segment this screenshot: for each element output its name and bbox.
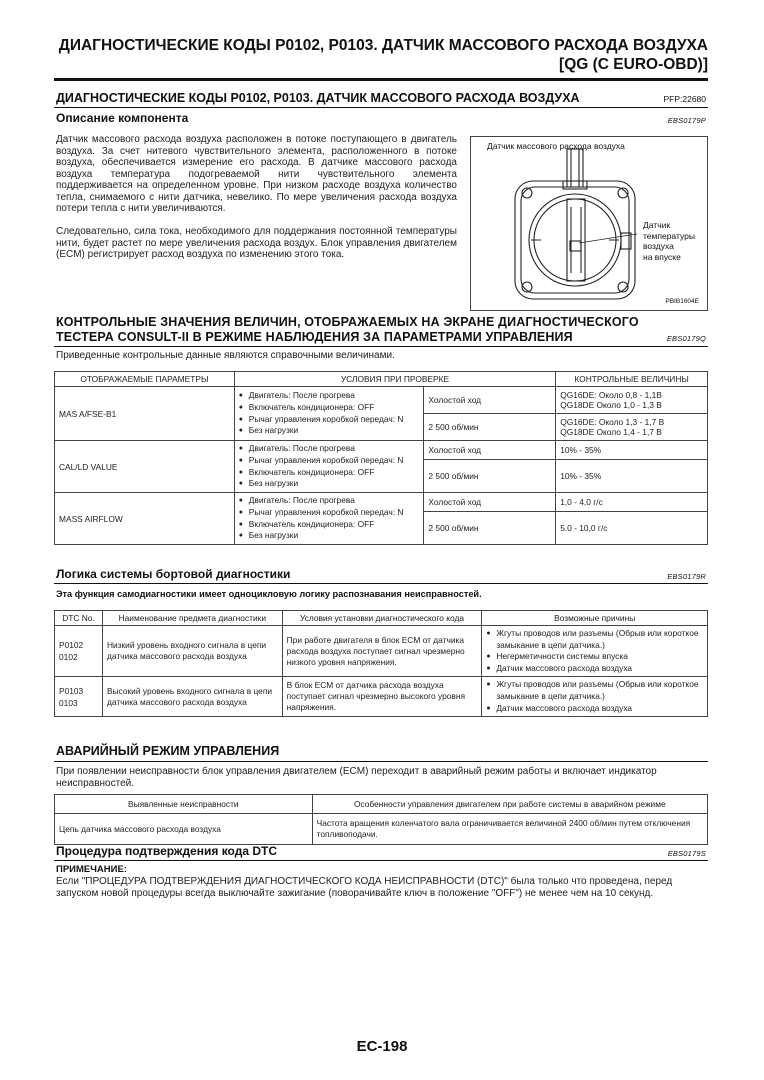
section4-para: При появлении неисправности блок управления двигателем (ECM) переходит в аварийный режим работы и включает индикатор неисправностей.	[56, 766, 657, 789]
condition-item: ● Без нагрузки	[239, 530, 420, 542]
label-line3: воздуха	[643, 241, 674, 251]
monitor-values-table	[54, 371, 708, 545]
fail-safe-cell: Частота вращения коленчатого вала ограничивается величиной 2400 об/мин путем отключения топливоподачи.	[312, 814, 707, 845]
param-cell: CAL/LD VALUE	[55, 441, 235, 493]
causes-cell	[482, 677, 708, 717]
table-header-row	[55, 611, 708, 626]
section3-code: EBS0179R	[667, 572, 706, 581]
condition-item: ● Рычаг управления коробкой передач: N	[239, 507, 420, 519]
dtc-code-alt: 0103	[59, 697, 78, 708]
table-row	[55, 441, 708, 460]
subcondition-cell: Холостой ход	[424, 387, 556, 414]
col-header-values: КОНТРОЛЬНЫЕ ВЕЛИЧИНЫ	[556, 372, 708, 387]
pfp-code: PFP:22680	[663, 94, 706, 104]
conditions-cell	[234, 387, 424, 441]
conditions-cell	[234, 441, 424, 493]
col-header-condition: Условия установки диагностического кода	[282, 611, 482, 626]
dtc-cell	[55, 626, 103, 677]
subcondition-cell: Холостой ход	[424, 441, 556, 460]
dtc-cell	[55, 677, 103, 717]
dtc-code-alt: 0102	[59, 652, 78, 663]
component-description-heading: Описание компонента	[56, 111, 189, 125]
condition-item: ● Без нагрузки	[239, 425, 420, 437]
value-cell: 10% - 35%	[556, 460, 708, 493]
condition-item: ● Двигатель: После прогрева	[239, 390, 420, 402]
subcondition-cell: 2 500 об/мин	[424, 512, 556, 545]
intake-air-temp-sensor-label	[643, 220, 695, 262]
param-cell: MASS AIRFLOW	[55, 493, 235, 545]
page-number: EC-198	[356, 1038, 408, 1055]
fail-safe-table	[54, 794, 708, 845]
dtc-code: P0103	[59, 685, 84, 696]
value-cell: 1,0 - 4,0 г/с	[556, 493, 708, 512]
figure-ref: PBIB1604E	[665, 298, 699, 305]
value-cell	[556, 414, 708, 441]
section2-heading-line1: КОНТРОЛЬНЫЕ ЗНАЧЕНИЯ ВЕЛИЧИН, ОТОБРАЖАЕМЫХ НА ЭКРАНЕ ДИАГНОСТИЧЕСКОГО	[56, 315, 639, 329]
value-line: QG18DE Около 1,4 - 1,7 В	[560, 427, 662, 437]
section3-note: Эта функция самодиагностики имеет одноцикловую логику распознавания неисправностей.	[56, 589, 482, 599]
cause-item: ● Датчик массового расхода воздуха	[486, 663, 703, 675]
subcondition-cell: Холостой ход	[424, 493, 556, 512]
section1-heading: ДИАГНОСТИЧЕСКИЕ КОДЫ P0102, P0103. ДАТЧИК МАССОВОГО РАСХОДА ВОЗДУХА	[56, 91, 580, 105]
subcondition-cell: 2 500 об/мин	[424, 460, 556, 493]
note-text: Если "ПРОЦЕДУРА ПОДТВЕРЖДЕНИЯ ДИАГНОСТИЧЕСКОГО КОДА НЕИСПРАВНОСТИ (DTC)" была только что проведена, перед запуском новой процедуры всегда выключайте зажигание (поворачивайте ключ в положение "OFF") не менее чем на 10 секунд.	[56, 876, 673, 899]
col-header-conditions: УСЛОВИЯ ПРИ ПРОВЕРКЕ	[234, 372, 555, 387]
maf-sensor-figure	[470, 136, 708, 311]
dtc-logic-table	[54, 610, 708, 717]
table-row	[55, 814, 708, 845]
cause-item: ● Жгуты проводов или разъемы (Обрыв или короткое замыкание в цепи датчика.)	[486, 679, 703, 702]
condition-cell: При работе двигателя в блок ECM от датчика расхода воздуха поступает сигнал чрезмерно низкого уровня напряжения.	[282, 626, 482, 677]
value-cell: 5.0 - 10,0 г/с	[556, 512, 708, 545]
cause-item: ● Жгуты проводов или разъемы (Обрыв или короткое замыкание в цепи датчика.)	[486, 628, 703, 651]
item-cell: Высокий уровень входного сигнала в цепи датчика массового расхода воздуха	[102, 677, 282, 717]
section2-heading-line2: ТЕСТЕРА CONSULT-II В РЕЖИМЕ НАБЛЮДЕНИЯ ЗА ПАРАМЕТРАМИ УПРАВЛЕНИЯ	[56, 330, 573, 344]
value-line: QG16DE: Около 1,3 - 1,7 В	[560, 417, 665, 427]
page-title-line1: ДИАГНОСТИЧЕСКИЕ КОДЫ P0102, P0103. ДАТЧИК МАССОВОГО РАСХОДА ВОЗДУХА	[58, 37, 708, 54]
component-description-para1: Датчик массового расхода воздуха расположен в потоке поступающего в двигатель воздуха. За счет нитевого чувствительного элемента, расположенного в потоке воздуха, обеспечивается измерение его расхода. В датчике массового расхода воздуха температура подогреваемой нити чувствительного элемента поддерживается на определенном уровне. При низком расходе воздуха количество тепла, снимаемого с нити датчика, невелико. По мере увеличения расхода воздуха потери тепла с нити увеличиваются.	[56, 134, 457, 214]
condition-item: ● Включатель кондиционера: OFF	[239, 519, 420, 531]
table-row	[55, 493, 708, 512]
col-header-item: Наименование предмета диагностики	[102, 611, 282, 626]
value-line: QG18DE Около 1,0 - 1,3 В	[560, 400, 662, 410]
table-header-row	[55, 795, 708, 814]
table-row	[55, 677, 708, 717]
col-header-fail-safe: Особенности управления двигателем при работе системы в аварийном режиме	[312, 795, 707, 814]
col-header-malfunction: Выявленные неисправности	[55, 795, 313, 814]
table-header-row	[55, 372, 708, 387]
value-line: QG16DE: Около 0,8 - 1,1В	[560, 390, 662, 400]
section1-code: EBS0179P	[667, 116, 706, 125]
condition-cell: В блок ECM от датчика расхода воздуха поступает сигнал чрезмерно высокого уровня напряжения.	[282, 677, 482, 717]
figure-caption: Датчик массового расхода воздуха	[487, 141, 625, 151]
page-title	[20, 36, 708, 74]
col-header-params: ОТОБРАЖАЕМЫЕ ПАРАМЕТРЫ	[55, 372, 235, 387]
table-row	[55, 626, 708, 677]
section4-heading: АВАРИЙНЫЙ РЕЖИМ УПРАВЛЕНИЯ	[56, 744, 280, 758]
causes-cell	[482, 626, 708, 677]
malfunction-cell: Цепь датчика массового расхода воздуха	[55, 814, 313, 845]
note-label: ПРИМЕЧАНИЕ:	[56, 864, 127, 875]
value-cell: 10% - 35%	[556, 441, 708, 460]
col-header-dtc: DTC No.	[55, 611, 103, 626]
condition-item: ● Включатель кондиционера: OFF	[239, 402, 420, 414]
label-line4: на впуске	[643, 251, 681, 262]
subcondition-cell: 2 500 об/мин	[424, 414, 556, 441]
label-line1: Датчик	[643, 220, 671, 230]
label-line2: температуры	[643, 230, 695, 241]
conditions-cell	[234, 493, 424, 545]
page-title-line2: [QG (С EURO-OBD)]	[559, 56, 708, 73]
condition-item: ● Включатель кондиционера: OFF	[239, 467, 420, 479]
value-cell	[556, 387, 708, 414]
condition-item: ● Без нагрузки	[239, 478, 420, 490]
section5-rule	[54, 860, 708, 861]
condition-item: ● Двигатель: После прогрева	[239, 443, 420, 455]
table-row	[55, 387, 708, 414]
item-cell: Низкий уровень входного сигнала в цепи датчика массового расхода воздуха	[102, 626, 282, 677]
dtc-code: P0102	[59, 640, 84, 651]
section5-heading: Процедура подтверждения кода DTC	[56, 844, 277, 858]
section1-rule	[54, 107, 708, 108]
section2-heading	[56, 315, 639, 345]
section2-code: EBS0179Q	[666, 334, 706, 343]
cause-item: ● Негерметичности системы впуска	[486, 651, 703, 663]
section3-rule	[54, 583, 708, 584]
title-rule	[54, 78, 708, 81]
section2-rule	[54, 346, 708, 347]
section3-heading: Логика системы бортовой диагностики	[56, 567, 291, 581]
condition-item: ● Рычаг управления коробкой передач: N	[239, 455, 420, 467]
section5-code: EBS0179S	[667, 849, 706, 858]
component-description-para2: Следовательно, сила тока, необходимого для поддержания постоянной температуры нити, будет растет по мере увеличения расхода воздух. Блок управления двигателем (ECM) регистрирует расход воздуха по изменению этого тока.	[56, 226, 457, 260]
section2-note: Приведенные контрольные данные являются справочными величинами.	[56, 350, 395, 361]
condition-item: ● Двигатель: После прогрева	[239, 495, 420, 507]
col-header-causes: Возможные причины	[482, 611, 708, 626]
param-cell: MAS A/FSE-B1	[55, 387, 235, 441]
cause-item: ● Датчик массового расхода воздуха	[486, 703, 703, 715]
condition-item: ● Рычаг управления коробкой передач: N	[239, 414, 420, 426]
section4-rule	[54, 761, 708, 762]
